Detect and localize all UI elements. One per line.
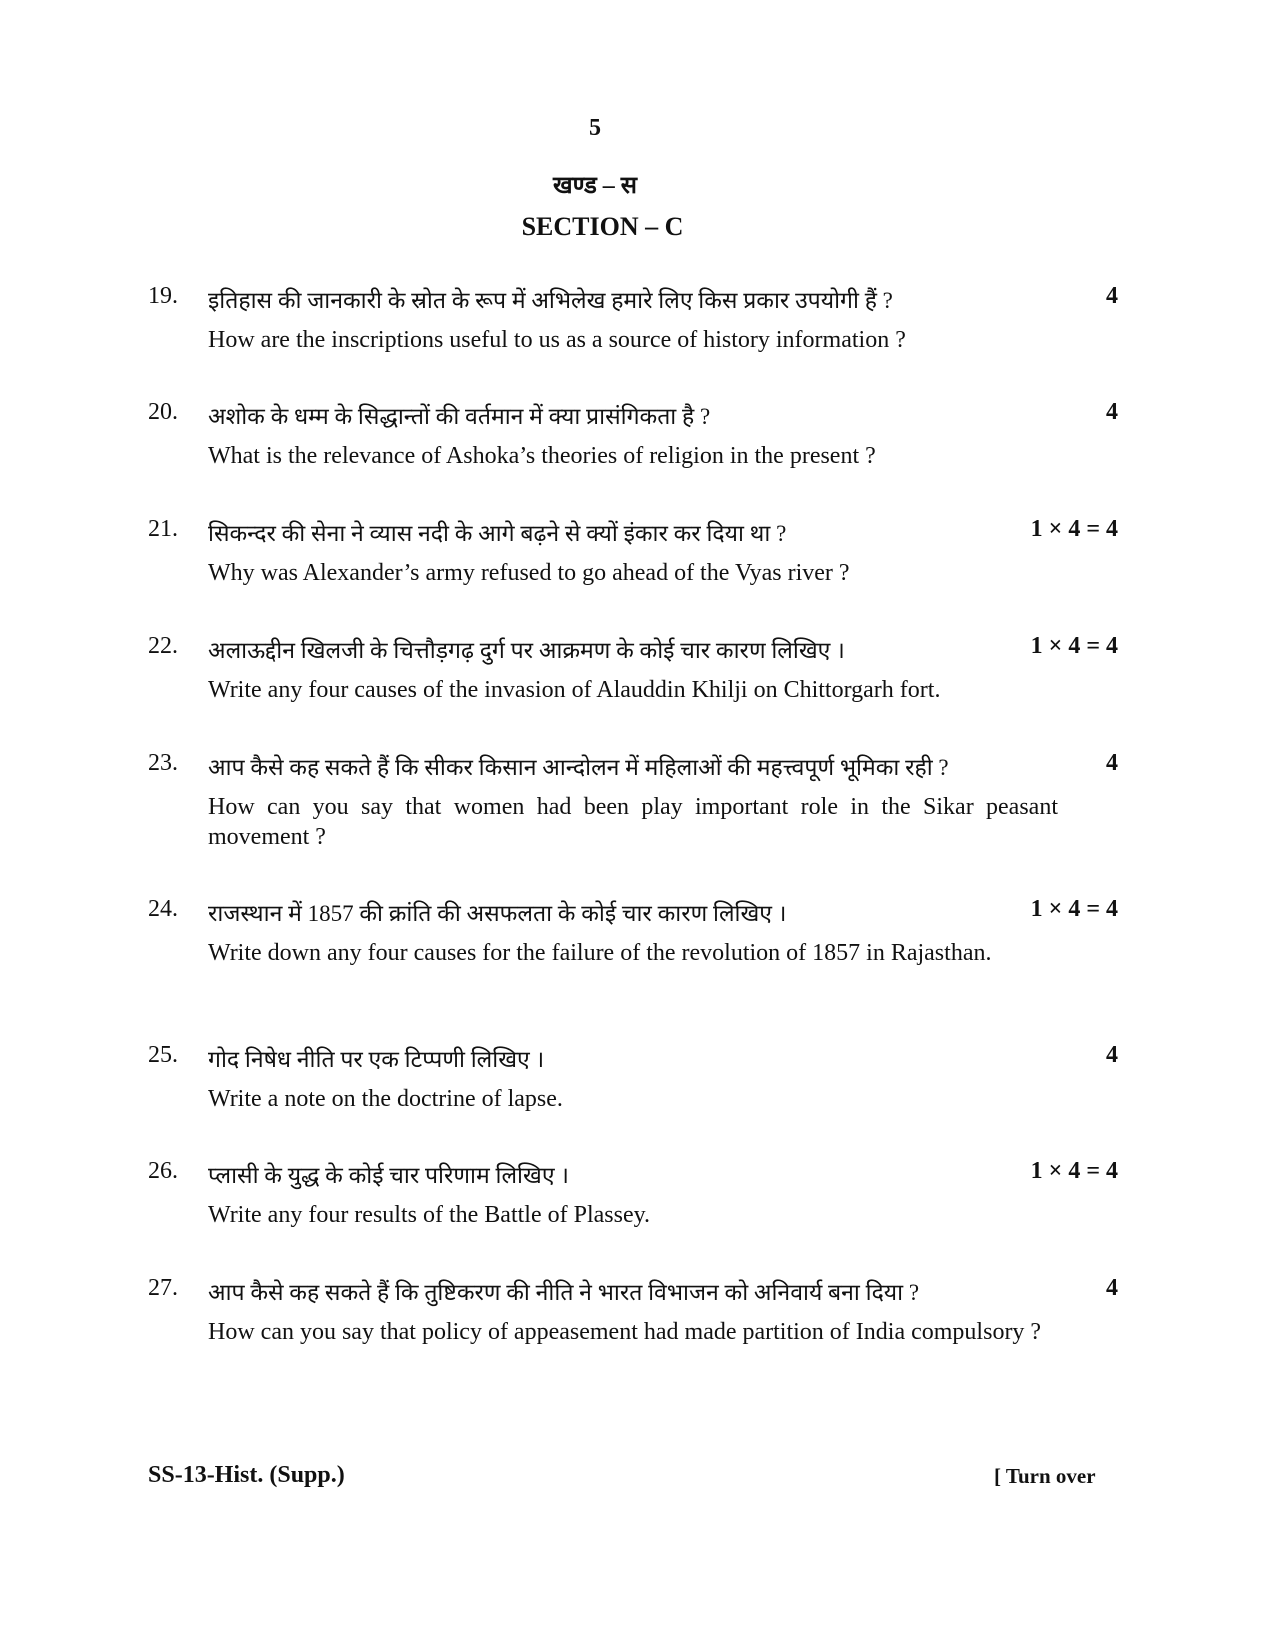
question-marks: 1 × 4 = 4 [1030,1158,1118,1184]
question-text-hindi: सिकन्दर की सेना ने व्यास नदी के आगे बढ़ने से क्यों इंकार कर दिया था ? [208,521,787,546]
question-marks: 1 × 4 = 4 [1030,896,1118,922]
question-text-english: Write a note on the doctrine of lapse. [208,1086,563,1112]
question-text-hindi: इतिहास की जानकारी के स्रोत के रूप में अभिलेख हमारे लिए किस प्रकार उपयोगी हैं ? [208,288,893,313]
question-text-english: Write any four causes of the invasion of Alauddin Khilji on Chittorgarh fort. [208,677,941,703]
question-marks: 4 [1106,399,1118,425]
question-number: 21. [148,516,178,542]
question-number: 26. [148,1158,178,1184]
page-number: 5 [589,115,601,141]
question-marks: 1 × 4 = 4 [1030,516,1118,542]
question-text-english: How can you say that policy of appeasement had made partition of India compulsory ? [208,1319,1042,1345]
question-number: 22. [148,633,178,659]
paper-code: SS-13-Hist. (Supp.) [148,1462,345,1488]
section-title-hindi: खण्ड – स [552,173,638,199]
question-text-english: What is the relevance of Ashoka’s theories of religion in the present ? [208,443,876,469]
question-text-hindi: अलाऊद्दीन खिलजी के चित्तौड़गढ़ दुर्ग पर आक्रमण के कोई चार कारण लिखिए । [208,638,845,663]
section-title-english: SECTION – C [521,212,684,241]
question-number: 23. [148,750,178,776]
question-text-hindi: राजस्थान में 1857 की क्रांति की असफलता के कोई चार कारण लिखिए । [208,901,787,926]
question-marks: 4 [1106,750,1118,776]
question-marks: 1 × 4 = 4 [1030,633,1118,659]
question-marks: 4 [1106,1275,1118,1301]
question-number: 19. [148,283,178,309]
question-text-hindi: आप कैसे कह सकते हैं कि तुष्टिकरण की नीति ने भारत विभाजन को अनिवार्य बना दिया ? [208,1280,920,1305]
question-number: 24. [148,896,178,922]
question-text-english: Write any four results of the Battle of Plassey. [208,1202,651,1228]
question-number: 27. [148,1275,178,1301]
question-text-english: Write down any four causes for the failure of the revolution of 1857 in Rajasthan. [208,940,992,966]
question-number: 20. [148,399,178,425]
question-text-english: How are the inscriptions useful to us as a source of history information ? [208,327,906,353]
question-text-hindi: प्लासी के युद्ध के कोई चार परिणाम लिखिए । [208,1163,570,1188]
question-text-english: How can you say that women had been play important role in the Sikar peasant movement ? [208,794,1058,850]
turn-over-note: [ Turn over [994,1464,1096,1488]
question-text-hindi: अशोक के धम्म के सिद्धान्तों की वर्तमान में क्या प्रासंगिकता है ? [208,404,711,429]
question-number: 25. [148,1042,178,1068]
question-text-english: Why was Alexander’s army refused to go ahead of the Vyas river ? [208,560,850,586]
question-text-hindi: गोद निषेध नीति पर एक टिप्पणी लिखिए । [208,1047,545,1072]
question-text-hindi: आप कैसे कह सकते हैं कि सीकर किसान आन्दोलन में महिलाओं की महत्त्वपूर्ण भूमिका रही ? [208,755,949,780]
question-marks: 4 [1106,1042,1118,1068]
question-marks: 4 [1106,283,1118,309]
